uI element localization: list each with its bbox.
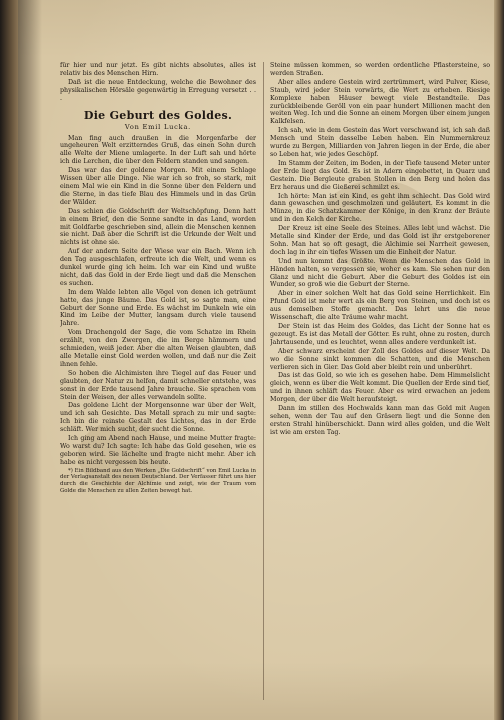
binding-shadow (18, 0, 42, 720)
body-paragraph: Ich sah, wie in dem Gestein das Wort verschwand ist, ich sah daß Mensch und Stein dasselbe Leben haben. Ein Nummernkreuz wurde zu Bergen, Milliarden von Jahren liegen in der Erde, die aber so Leben hat, wie jedes Geschöpf. (270, 127, 490, 158)
body-paragraph: Ich hörte: Man ist ein Kind, es geht ihm schlecht. Das Gold wird dann gewaschen und geschmolzen und geläutert. Es kommt in die Münze, in die Schatzkammer der Könige, in den Kranz der Bräute und in den Kelch der Kirche. (270, 192, 490, 224)
body-paragraph: Der Stein ist das Heim des Goldes, das Licht der Sonne hat es gezeugt. Es ist das Metall der Götter. Es ruht, ohne zu rosten, durch Jahrtausende, und es leuchtet, wenn alles andere verdunkelt ist. (270, 323, 490, 346)
article-byline: Von Emil Lucka. (124, 122, 192, 131)
body-paragraph: Im Stamm der Zeiten, im Boden, in der Tiefe tausend Meter unter der Erde liegt das Gold. Es ist in Adern eingebettet, in Quarz und Gestein. Die Bergleute graben Stollen in den Berg und holen das Erz heraus und die Gießerei schmilzt es. (270, 159, 490, 191)
body-paragraph: Vom Drachengold der Sage, die vom Schatze im Rhein erzählt, von den Zwergen, die im Berge hämmern und schmieden, weiß jeder. Aber die alten Weisen glaubten, daß alle Metalle einst Gold werden wollen, und daß nur die Zeit ihnen fehle. (60, 329, 256, 368)
body-paragraph: Aber alles andere Gestein wird zertrümmert, wird Pulver, Kiese, Staub, wird jeder Stein vorwärts, die Wert zu erheben. Riesige Komplexe haben Häuser bewegt viele Bestandteile. Das zurückbleibende Geröll von ein paar hundert Millionen macht den weiten Weg. Ich und die Sonne an einem Morgen über einem jungen Kalkfelsen. (270, 78, 490, 126)
right-column (270, 62, 490, 702)
body-paragraph: Dann im stillen des Hochwalds kann man das Gold mit Augen sehen, wenn der Tau auf den Gräsern liegt und die Sonne den ersten Strahl hinüberschickt. Dann wird alles golden, und die Welt ist wie am ersten Tag. (270, 405, 490, 436)
page-stack-left-edge (0, 0, 18, 720)
body-paragraph: Der Kreuz ist eine Seele des Steines. Alles lebt und wächst. Die Metalle sind Kinder der Erde, und das Gold ist ihr erstgeborener Sohn. Man hat so oft gesagt, die Alchimie sei Narrheit gewesen, doch lag in ihr ein tiefes Wissen um die Einheit der Natur. (270, 225, 490, 256)
body-paragraph: Steine müssen kommen, so werden ordentliche Pflastersteine, so werden Straßen. (270, 62, 490, 77)
body-paragraph: Man fing auch draußen in die Morgenfarbe der ungeheuren Welt erzitterndes Gruß, das einen Sohn durch alle Welte der Miene umlagerte. In der Luft sah und hörte ich die Lerchen, die über den Feldern standen und sangen. (60, 134, 256, 166)
intro-paragraph: Daß ist die neue Entdeckung, welche die Bewohner des physikalischen Hörsäle gegenwärtig in Erregung versetzt . . . (60, 78, 256, 102)
printed-page (18, 0, 494, 720)
body-paragraph: Das goldene Licht der Morgensonne war über der Welt, und ich sah Gesichte. Das Metall sprach zu mir und sagte: Ich bin die reinste Gestalt des Lichtes, das in der Erde schläft. Wer mich sucht, der sucht die Sonne. (60, 402, 256, 434)
body-paragraph: Das schien die Goldschrift der Weltschöpfung. Denn hatt in einem Brief, den die Sonne sandte in das Land, worden mit Goldfarbe geschrieben sind, allein die Menschen kennen sie nicht. Daß aber die Schrift ist die Urkunde der Welt und nichts ist ohne sie. (60, 207, 256, 247)
body-paragraph: Aber schwarz erscheint der Zoll des Goldes auf dieser Welt. Da wo die Sonne sinkt kommen die Schatten, und die Menschen verlieren sich in Gier. Das Gold aber bleibt rein und unberührt. (270, 347, 490, 371)
body-paragraph: Und nun kommt das Größte. Wenn die Menschen das Gold in Händen halten, so vergessen sie, woher es kam. Sie sehen nur den Glanz und nicht die Geburt. Aber die Geburt des Goldes ist ein Wunder, so groß wie die Geburt der Sterne. (270, 257, 490, 289)
column-rule (263, 62, 264, 700)
body-paragraph: Das ist das Gold, so wie ich es gesehen habe. Dem Himmelslicht gleich, wenn es über die Welt kommt. Die Quellen der Erde sind tief, und in ihnen schläft das Feuer. Aber es wird erwachen an jedem Morgen, der über die Welt heraufsteigt. (270, 372, 490, 404)
footnote: *) Ein Bildband aus den Werken „Die Goldschrift“ von Emil Lucka in der Verlagsanstalt des neuen Deutschland. Der Verfasser führt uns hier durch die Geschichte der Alchimie und zeigt, wie der Traum vom Golde die Menschen zu allen Zeiten bewegt hat. (60, 467, 256, 495)
body-paragraph: Ich ging am Abend nach Hause, und meine Mutter fragte: Wo warst du? Ich sagte: Ich habe das Gold gesehen, wie es geboren wird. Sie lächelte und fragte nicht mehr. Aber ich habe es nicht vergessen bis heute. (60, 435, 256, 466)
article-title: Die Geburt des Goldes. (83, 108, 233, 122)
intro-paragraph: für hier und nur jetzt. Es gibt nichts absolutes, alles ist relativ bis des Menschen Hirn. (60, 62, 256, 77)
body-paragraph: So hoben die Alchimisten ihre Tiegel auf das Feuer und glaubten, der Natur zu helfen, damit schneller entstehe, was sonst in der Erde tausend Jahre brauche. Sie sprachen vom Stein der Weisen, der alles verwandeln sollte. (60, 369, 256, 401)
body-paragraph: Aber in einer solchen Welt hat das Gold seine Herrlichkeit. Ein Pfund Gold ist mehr wert als ein Berg von Steinen, und doch ist es aus demselben Stoffe gemacht. Das lehrt uns die neue Wissenschaft, die alte Träume wahr macht. (270, 290, 490, 322)
left-column (60, 62, 256, 702)
body-paragraph: Das war das der goldene Morgen. Mit einem Schlage Wissen über alle Dinge. Nie war ich so froh, so stark, mit einem Mal wie ein Kind in die Sonne über den Feldern und die Sterne, in das tiefe Blau des Himmels und in das Grün der Wälder. (60, 167, 256, 206)
body-paragraph: Im dem Walde lebten alle Vögel von denen ich geträumt hatte, das junge Bäume. Das Gold ist, so sagte man, eine Geburt der Sonne und Erde. Es wächst im Dunkeln wie ein Kind im Leibe der Mutter, langsam durch viele tausend Jahre. (60, 288, 256, 328)
page-stack-right-edge (494, 0, 504, 720)
body-paragraph: Auf der andern Seite der Wiese war ein Bach. Wenn ich den Tag ausgeschlafen, erfreute ich die Welt, und wenn es dunkel wurde ging ich heim. Ich war ein Kind und wußte nicht, daß das Gold in der Erde liegt und daß die Menschen es suchen. (60, 248, 256, 287)
